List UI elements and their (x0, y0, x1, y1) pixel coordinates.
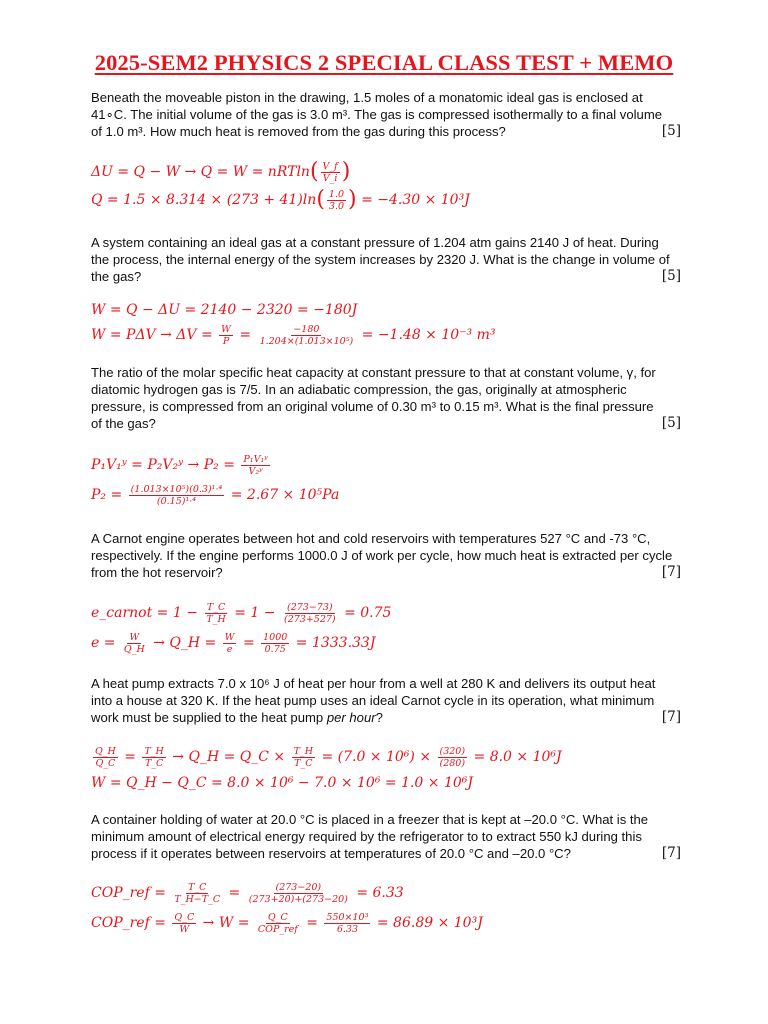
marks-label: [5] (661, 415, 681, 431)
fraction: $\frac{T\_H}{T\_C}$ (293, 745, 313, 769)
fraction: $\frac{\text{P₁V₁ʸ}}{\text{V₂ʸ}}$ (243, 453, 268, 477)
fraction: $\frac{\text{(1.013×10⁵)(0.3)¹·⁴}}{\text{(0.15)¹·⁴}}$ (130, 483, 223, 507)
marks-label: [7] (661, 709, 681, 725)
question-5 (91, 675, 681, 726)
page-title: 2025-SEM2 PHYSICS 2 SPECIAL CLASS TEST + MEMO (94, 50, 674, 75)
question-line: process if it operates between reservoirs at temperatures of 20.0 °C and –20.0 °C? [7] (91, 845, 681, 861)
fraction: $\frac{V\_f}{V\_i}$ (322, 160, 338, 184)
question-6 (91, 811, 681, 862)
question-line: of 1.0 m³. How much heat is removed from the gas during this process? [5] (91, 123, 681, 139)
fraction: $\frac{W}{Q\_H}$ (123, 631, 145, 655)
fraction: $\frac{Q\_H}{Q\_C}$ (95, 745, 116, 769)
marks-label: [7] (661, 564, 681, 580)
solution-5: $\frac{Q\_H}{Q\_C}$ = $\frac{T\_H}{T\_C}$ → Q_H = Q_C × $\frac{T\_H}{T\_C}$ = (7.0 × 10⁶) × $\frac{(320)}{(280)}$ = 8.0 × 10⁶J W = Q_H − Q_C = 8.0 × 10⁶ − 7.0 × 10⁶ = 1.0 × 10⁶J (91, 745, 562, 791)
question-2 (91, 234, 681, 285)
question-line: Beneath the moveable piston in the drawing, 1.5 moles of a monatomic ideal gas is enclosed at (91, 90, 643, 105)
question-line: minimum amount of electrical energy required by the refrigerator to to extract 550 kJ during this (91, 829, 642, 844)
solution-2: W = Q − ΔU = 2140 − 2320 = −180J W = PΔV → ΔV = $\frac{W}{P}$ = $\frac{-180}{\text{1.204×(1.013×10⁵)}}$ = −1.48 × 10⁻³ m³ (91, 302, 496, 347)
fraction: $\frac{W}{P}$ (221, 323, 231, 347)
fraction: $\frac{1.0}{3.0}$ (328, 188, 345, 212)
fraction: $\frac{T\_C}{T\_H}$ (206, 601, 226, 625)
solution-6: COP_ref = $\frac{T\_C}{T\_H-T\_C}$ = $\frac{(273-20)}{(273+20)+(273-20)}$ = 6.33 COP_ref = $\frac{Q\_C}{W}$ → W = $\frac{Q\_C}{\text{COP\_ref}}$ = $\frac{\text{550×10³}}{6.33}$ = 86.89 × 10³J (91, 881, 483, 935)
fraction: $\frac{W}{e}$ (224, 631, 235, 655)
fraction: $\frac{-180}{\text{1.204×(1.013×10⁵)}}$ (259, 323, 354, 347)
fraction: $\frac{\text{550×10³}}{6.33}$ (326, 911, 369, 935)
fraction: $\frac{T\_H}{T\_C}$ (144, 745, 164, 769)
question-line: into a house at 320 K. If the heat pump uses an ideal Carnot cycle in its operation, what minimum (91, 693, 655, 708)
question-line: pressure, is compressed from an original volume of 0.30 m³ to 0.15 m³. What is the final pressure (91, 399, 654, 414)
question-line: A container holding of water at 20.0 °C is placed in a freezer that is kept at –20.0 °C. What is the (91, 812, 649, 827)
question-line: A system containing an ideal gas at a constant pressure of 1.204 atm gains 2140 J of heat. During (91, 235, 659, 250)
question-4 (91, 530, 681, 581)
fraction: $\frac{T\_C}{T\_H-T\_C}$ (174, 881, 221, 905)
fraction: $\frac{(320)}{(280)}$ (439, 745, 466, 769)
solution-4: e_carnot = 1 − $\frac{T\_C}{T\_H}$ = 1 − $\frac{(273-73)}{(273+527)}$ = 0.75 e = $\frac{W}{Q\_H}$ → Q_H = $\frac{W}{e}$ = $\frac{1000}{0.75}$ = 1333.33J (91, 601, 392, 655)
fraction: $\frac{(273-73)}{(273+527)}$ (283, 601, 336, 625)
fraction: $\frac{Q\_C}{\text{COP\_ref}}$ (257, 911, 298, 935)
question-line: A Carnot engine operates between hot and cold reservoirs with temperatures 527 °C and -73 °C, (91, 531, 651, 546)
question-line: the gas? [5] (91, 268, 681, 284)
question-line: work must be supplied to the heat pump per hour? [7] (91, 709, 681, 725)
question-line: of the gas? [5] (91, 415, 681, 431)
question-line: from the hot reservoir? [7] (91, 564, 681, 580)
question-line: 41∘C. The initial volume of the gas is 3.0 m³. The gas is compressed isothermally to a final volume (91, 107, 663, 122)
solution-3: P₁V₁ʸ = P₂V₂ʸ → P₂ = $\frac{\text{P₁V₁ʸ}}{\text{V₂ʸ}}$ P₂ = $\frac{\text{(1.013×10⁵)(0.3)¹·⁴}}{\text{(0.15)¹·⁴}}$ = 2.67 × 10⁵Pa (91, 453, 340, 507)
question-line: The ratio of the molar specific heat capacity at constant pressure to that at constant volume, γ, for (91, 365, 656, 380)
question-1 (91, 89, 681, 140)
fraction: $\frac{1000}{0.75}$ (263, 631, 288, 655)
marks-label: [5] (661, 268, 681, 284)
marks-label: [5] (661, 123, 681, 139)
question-3 (91, 364, 681, 432)
marks-label: [7] (661, 845, 681, 861)
question-line: A heat pump extracts 7.0 x 10⁶ J of heat per hour from a well at 280 K and delivers its output heat (91, 676, 656, 691)
fraction: $\frac{(273-20)}{(273+20)+(273-20)}$ (248, 881, 348, 905)
solution-1: ΔU = Q − W → Q = W = nRTln ( $\frac{V\_f}{V\_i}$ ) Q = 1.5 × 8.314 × (273 + 41)ln ( $\frac{1.0}{3.0}$ ) = −4.30 × 10³J (91, 159, 470, 212)
question-line: the process, the internal energy of the system increases by 2320 J. What is the change in volume of (91, 252, 670, 267)
question-line: respectively. If the engine performs 1000.0 J of work per cycle, how much heat is extracted per cycle (91, 548, 673, 563)
fraction: $\frac{Q\_C}{W}$ (174, 911, 195, 935)
question-line: diatomic hydrogen gas is 7/5. In an adiabatic compression, the gas, originally at atmospheric (91, 382, 627, 397)
